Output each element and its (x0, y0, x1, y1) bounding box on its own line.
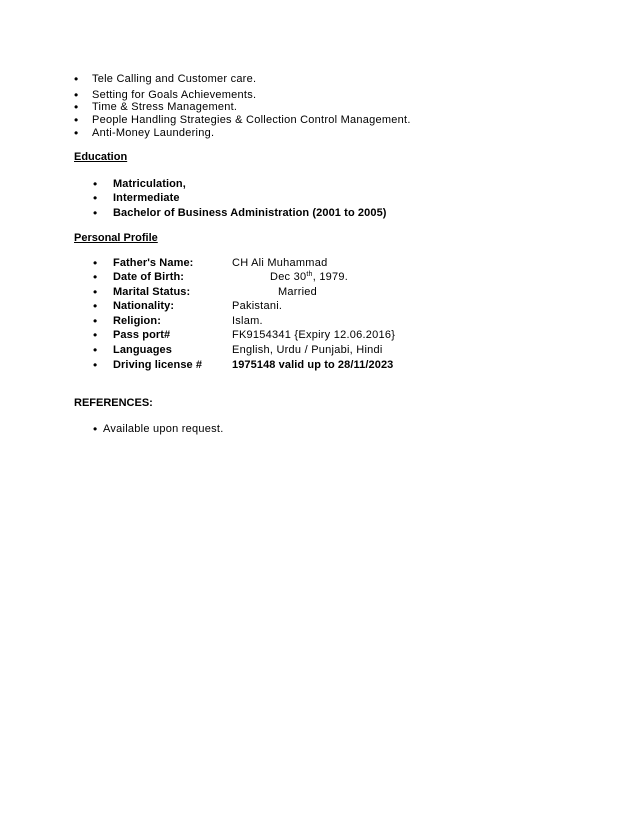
skill-text: Setting for Goals Achievements. (92, 89, 257, 101)
dob-year: , 1979. (312, 271, 349, 283)
bullet-icon: • (93, 256, 98, 270)
profile-label: Pass port# (113, 329, 171, 341)
profile-label: Date of Birth: (113, 271, 185, 283)
references-text: Available upon request. (103, 423, 224, 435)
profile-value: FK9154341 {Expiry 12.06.2016} (232, 329, 396, 341)
bullet-icon: • (74, 72, 79, 86)
profile-value: 1975148 valid up to 28/11/2023 (232, 359, 394, 371)
bullet-icon: • (93, 328, 98, 342)
education-heading: Education (74, 151, 128, 163)
references-heading: REFERENCES: (74, 397, 153, 409)
skill-text: People Handling Strategies & Collection Control Management. (92, 114, 411, 126)
bullet-icon: • (93, 270, 98, 284)
dob-ordinal: th (306, 271, 313, 278)
profile-label: Languages (113, 344, 172, 356)
bullet-icon: • (93, 343, 98, 357)
bullet-icon: • (93, 206, 98, 220)
profile-value: Pakistani. (232, 300, 283, 312)
bullet-icon: • (93, 177, 98, 191)
bullet-icon: • (74, 100, 79, 114)
profile-label: Driving license # (113, 359, 203, 371)
bullet-icon: • (93, 285, 98, 299)
bullet-icon: • (74, 126, 79, 140)
profile-value: Islam. (232, 315, 263, 327)
bullet-icon: • (74, 88, 79, 102)
skill-text: Anti-Money Laundering. (92, 127, 215, 139)
profile-heading: Personal Profile (74, 232, 158, 244)
profile-label: Marital Status: (113, 286, 191, 298)
profile-value: Married (278, 286, 318, 298)
profile-value (270, 271, 348, 284)
education-item: Matriculation, (113, 178, 186, 190)
bullet-icon: • (93, 299, 98, 313)
skill-text: Time & Stress Management. (92, 101, 238, 113)
education-item: Bachelor of Business Administration (2001 to 2005) (113, 207, 387, 219)
profile-value: English, Urdu / Punjabi, Hindi (232, 344, 383, 356)
bullet-icon: • (93, 358, 98, 372)
skill-text: Tele Calling and Customer care. (92, 73, 257, 85)
education-item: Intermediate (113, 192, 180, 204)
profile-label: Father's Name: (113, 257, 194, 269)
dob-day: Dec 30 (270, 271, 307, 283)
bullet-icon: • (93, 314, 98, 328)
profile-value: CH Ali Muhammad (232, 257, 328, 269)
bullet-icon: • (93, 422, 98, 436)
bullet-icon: • (74, 113, 79, 127)
profile-label: Religion: (113, 315, 161, 327)
profile-label: Nationality: (113, 300, 175, 312)
bullet-icon: • (93, 191, 98, 205)
